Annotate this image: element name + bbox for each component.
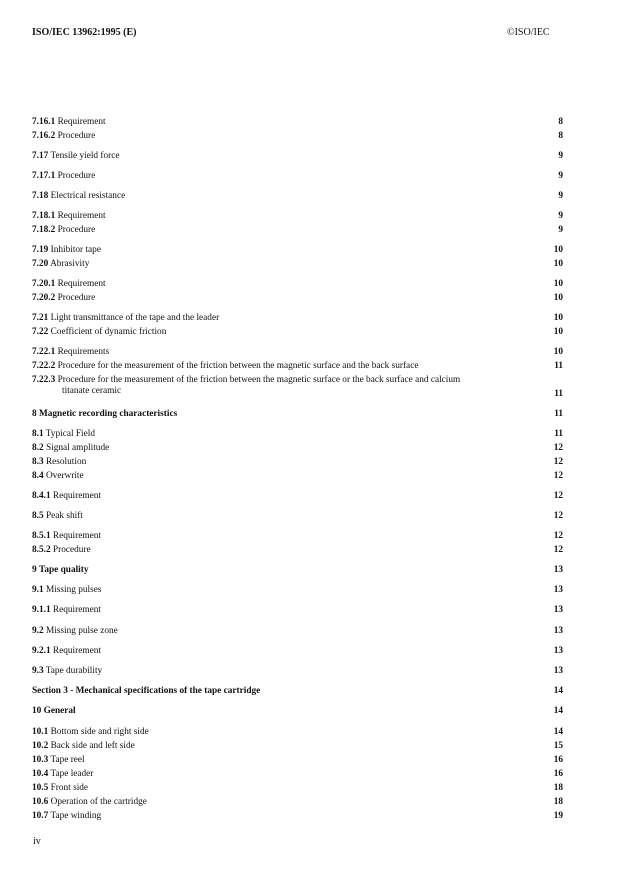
- toc-entry-page: 11: [554, 389, 563, 399]
- toc-entry: [32, 626, 563, 637]
- toc-entry: [32, 347, 563, 358]
- toc-entry: [32, 585, 563, 596]
- toc-entry-number: 7.19: [32, 245, 49, 255]
- toc-entry-page: 10: [553, 259, 563, 269]
- toc-entry-number: 8.5.1: [32, 531, 51, 541]
- toc-entry: [32, 409, 563, 420]
- toc-entry-title: Light transmittance of the tape and the leader: [50, 313, 220, 323]
- toc-entry-title: Tape quality: [38, 565, 89, 575]
- toc-entry-title: Tape leader: [50, 769, 94, 779]
- toc-entry-title: Procedure: [52, 545, 91, 555]
- toc-entry: [32, 457, 563, 468]
- toc-entry-title: Mechanical specifications of the tape cartridge: [75, 686, 261, 696]
- toc-entry: [32, 171, 563, 182]
- toc-entry-title: Tape winding: [50, 811, 102, 821]
- toc-entry: [32, 471, 563, 482]
- toc-entry: [32, 706, 563, 717]
- toc-entry-number: 7.17.1: [32, 171, 56, 181]
- toc-entry: [32, 797, 563, 808]
- toc-entry: [32, 131, 563, 142]
- toc-entry: [32, 151, 563, 162]
- toc-entry: [32, 686, 563, 697]
- toc-entry-page: 12: [553, 443, 563, 453]
- toc-entry-title: Requirement: [57, 117, 106, 127]
- toc-entry-title: Typical Field: [45, 429, 95, 439]
- toc-entry-title: Procedure: [57, 131, 96, 141]
- toc-entry-number: 7.20.2: [32, 293, 56, 303]
- toc-entry-page: 13: [553, 605, 563, 615]
- toc-entry-page: 10: [553, 327, 563, 337]
- toc-entry-title: Requirements: [57, 347, 110, 357]
- toc-entry-number: 7.16.2: [32, 131, 56, 141]
- toc-entry: [32, 605, 563, 616]
- toc-entry: [32, 811, 563, 822]
- toc-entry-number: 9: [32, 565, 37, 575]
- toc-entry-number: 7.20.1: [32, 279, 56, 289]
- toc-entry-page: 13: [553, 626, 563, 636]
- toc-entry-number: 9.3: [32, 666, 44, 676]
- toc-entry: [32, 279, 563, 290]
- toc-entry-title: Procedure: [57, 225, 96, 235]
- toc-entry-page: 19: [553, 811, 563, 821]
- toc-entry-page: 12: [553, 491, 563, 501]
- toc-entry-title: Inhibitor tape: [50, 245, 101, 255]
- toc-entry-page: 8: [558, 117, 563, 127]
- toc-entry-title: Magnetic recording characteristics: [38, 409, 178, 419]
- toc-entry-number: 7.18.1: [32, 211, 56, 221]
- toc-entry-number: 7.22: [32, 327, 49, 337]
- toc-entry: [32, 755, 563, 766]
- toc-entry: [32, 545, 563, 556]
- toc-entry: [32, 491, 563, 502]
- toc-entry: [32, 293, 563, 304]
- toc-entry: [32, 429, 563, 440]
- toc-entry-page: 14: [553, 686, 563, 696]
- toc-entry-title: General: [43, 706, 76, 716]
- toc-entry-page: 11: [554, 361, 563, 371]
- toc-entry: [32, 565, 563, 576]
- toc-entry-page: 11: [554, 409, 563, 419]
- toc-entry-page: 13: [553, 666, 563, 676]
- toc-entry-title: Operation of the cartridge: [50, 797, 147, 807]
- toc-entry-number: 8.4.1: [32, 491, 51, 501]
- toc-entry: [32, 191, 563, 202]
- toc-entry-page: 15: [553, 741, 563, 751]
- toc-entry-page: 9: [558, 151, 563, 161]
- toc-entry-page: 9: [558, 191, 563, 201]
- toc-entry-page: 10: [553, 279, 563, 289]
- toc-entry-number: 7.21: [32, 313, 49, 323]
- toc-entry-page: 9: [558, 225, 563, 235]
- toc-entry: [32, 646, 563, 657]
- toc-entry-page: 13: [553, 565, 563, 575]
- toc-entry-number: 9.2.1: [32, 646, 51, 656]
- toc-entry-title-continuation: titanate ceramic: [62, 386, 122, 396]
- page-number: iv: [33, 836, 41, 847]
- toc-entry-title: Signal amplitude: [45, 443, 110, 453]
- toc-entry-page: 16: [553, 755, 563, 765]
- toc-entry-number: 8.1: [32, 429, 44, 439]
- toc-entry-number: 7.22.3: [32, 375, 56, 385]
- toc-entry-page: 10: [553, 293, 563, 303]
- toc-entry-page: 18: [553, 797, 563, 807]
- toc-entry-title: Front side: [50, 783, 89, 793]
- toc-entry-number: 7.17: [32, 151, 49, 161]
- toc-entry-title: Back side and left side: [50, 741, 135, 751]
- toc-entry-title: Coefficient of dynamic friction: [50, 327, 167, 337]
- toc-entry-page: 12: [553, 471, 563, 481]
- toc-entry-title: Electrical resistance: [50, 191, 126, 201]
- toc-entry-number: 8: [32, 409, 37, 419]
- toc-entry: [32, 531, 563, 542]
- toc-entry: [32, 327, 563, 338]
- toc-entry: [32, 259, 563, 270]
- toc-entry-page: 10: [553, 347, 563, 357]
- toc-entry-page: 13: [553, 646, 563, 656]
- toc-entry: [32, 769, 563, 780]
- toc-entry-page: 14: [553, 706, 563, 716]
- toc-entry-title: Tape durability: [45, 666, 103, 676]
- toc-entry-title: Requirement: [52, 531, 101, 541]
- toc-entry-title: Tape reel: [50, 755, 85, 765]
- toc-entry-title: Bottom side and right side: [50, 727, 149, 737]
- toc-entry: [32, 783, 563, 794]
- toc-entry-number: 8.4: [32, 471, 44, 481]
- toc-entry-number: 8.5: [32, 511, 44, 521]
- toc-entry-number: 10.5: [32, 783, 49, 793]
- toc-entry-title: Resolution: [45, 457, 87, 467]
- toc-entry-page: 18: [553, 783, 563, 793]
- toc-entry-title: Procedure: [57, 293, 96, 303]
- toc-entry-page: 12: [553, 531, 563, 541]
- toc-entry-title: Missing pulses: [45, 585, 102, 595]
- toc-entry-title: Procedure: [57, 171, 96, 181]
- toc-entry-page: 9: [558, 171, 563, 181]
- toc-entry-number: 10.2: [32, 741, 49, 751]
- toc-entry: [32, 375, 563, 397]
- toc-entry-number: 10.1: [32, 727, 49, 737]
- toc-entry-number: 9.1.1: [32, 605, 51, 615]
- toc-entry-page: 11: [554, 429, 563, 439]
- toc-entry-number: 10.4: [32, 769, 49, 779]
- toc-entry-title: Missing pulse zone: [45, 626, 118, 636]
- toc-entry-page: 12: [553, 511, 563, 521]
- toc-entry-number: 7.22.2: [32, 361, 56, 371]
- toc-entry-page: 8: [558, 131, 563, 141]
- toc-entry-number: 7.16.1: [32, 117, 56, 127]
- toc-entry-number: 8.5.2: [32, 545, 51, 555]
- toc-entry: [32, 511, 563, 522]
- toc-entry-page: 12: [553, 457, 563, 467]
- toc-entry-number: 8.2: [32, 443, 44, 453]
- toc-entry-number: 7.18: [32, 191, 49, 201]
- copyright-header: ©ISO/IEC: [507, 27, 550, 38]
- toc-entry: [32, 666, 563, 677]
- toc-entry: [32, 117, 563, 128]
- toc-entry-title: Requirement: [57, 211, 106, 221]
- toc-entry: [32, 361, 563, 372]
- toc-entry: [32, 741, 563, 752]
- toc-entry-title: Requirement: [52, 605, 101, 615]
- toc-entry-number: 10.7: [32, 811, 49, 821]
- toc-entry-page: 16: [553, 769, 563, 779]
- document-id-header: ISO/IEC 13962:1995 (E): [32, 27, 137, 38]
- toc-entry: [32, 313, 563, 324]
- toc-entry-number: 10.3: [32, 755, 49, 765]
- toc-entry-title: Tensile yield force: [50, 151, 120, 161]
- toc-entry-page: 12: [553, 545, 563, 555]
- toc-entry-title: Requirement: [52, 491, 101, 501]
- toc-entry-number: Section 3 -: [32, 686, 74, 696]
- toc-entry-page: 10: [553, 313, 563, 323]
- toc-entry: [32, 245, 563, 256]
- toc-entry: [32, 225, 563, 236]
- toc-entry: [32, 727, 563, 738]
- toc-entry-number: 8.3: [32, 457, 44, 467]
- toc-entry-title: Peak shift: [45, 511, 83, 521]
- toc-entry-title: Overwrite: [45, 471, 84, 481]
- toc-entry-title: Requirement: [52, 646, 101, 656]
- toc-entry-page: 9: [558, 211, 563, 221]
- toc-entry-number: 10: [32, 706, 42, 716]
- toc-entry-number: 7.18.2: [32, 225, 56, 235]
- toc-entry: [32, 211, 563, 222]
- toc-entry-title: Procedure for the measurement of the friction between the magnetic surface and the back surface: [57, 361, 419, 371]
- toc-entry-number: 9.1: [32, 585, 44, 595]
- toc-entry-page: 13: [553, 585, 563, 595]
- toc-entry-title: Procedure for the measurement of the friction between the magnetic surface or the back surface and calcium: [57, 375, 461, 385]
- toc-entry-number: 7.22.1: [32, 347, 56, 357]
- toc-entry-page: 10: [553, 245, 563, 255]
- toc-entry-title: Abrasivity: [50, 259, 90, 269]
- toc-entry: [32, 443, 563, 454]
- toc-entry-number: 9.2: [32, 626, 44, 636]
- toc-entry-page: 14: [553, 727, 563, 737]
- toc-entry-title: Requirement: [57, 279, 106, 289]
- toc-entry-number: 10.6: [32, 797, 49, 807]
- toc-entry-number: 7.20: [32, 259, 49, 269]
